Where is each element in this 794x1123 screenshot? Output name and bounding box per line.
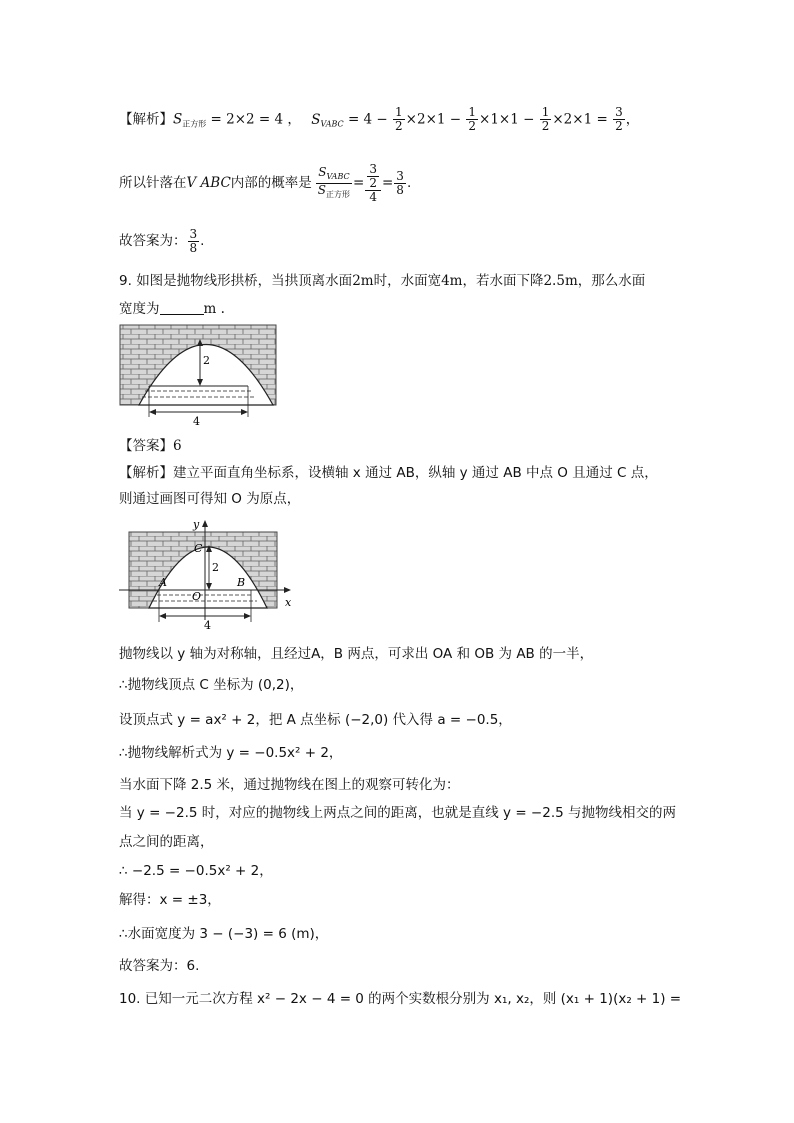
q9-line12: ∴水面宽度为 3 − (−3) = 6 (m)， [119, 926, 329, 942]
fraction: $\frac{1}{2}$ [468, 105, 477, 133]
answer-tag: 【答案】 [119, 438, 173, 454]
x-axis-label: x [285, 596, 292, 609]
fraction: $\frac{1}{2}$ [395, 105, 403, 133]
probability-fraction: $\frac{S_{VABC}}{S_{正方形}}$ [317, 164, 351, 199]
q8-area-line: 【解析】$S_{正方形} = 2\times 2 = 4$ ， $S_{VABC} = 4$ − $\frac{1}{2}$ ×2×1 − $\frac{1}{2}$ ×1×1 − $\frac{1}{2}$ ×2×1 = $\frac{3}{2}$ ， [119, 105, 640, 133]
q9-line7: 当水面下降 2.5 米，通过抛物线在图上的观察可转化为： [119, 777, 460, 793]
width-label: 4 [204, 619, 211, 632]
fraction: $\frac{3}{2}$ [615, 105, 623, 133]
q9-line11: 解得：x = ±3， [119, 892, 221, 908]
q10-stem: 10. 已知一元二次方程 x² − 2x − 4 = 0 的两个实数根分别为 x₁, x₂，则 (x₁ + 1)(x₂ + 1) = [119, 991, 682, 1007]
q9-line3: 抛物线以 y 轴为对称轴，且经过A，B 两点，可求出 OA 和 OB 为 AB 的一半， [119, 646, 594, 662]
height-label: 2 [203, 354, 210, 367]
question-number: 9. [119, 273, 132, 289]
answer-blank [160, 302, 204, 315]
q8-answer-line: 故答案为： $\frac{3}{8}$ . [119, 226, 205, 255]
point-c-label: C [194, 542, 203, 555]
q9-stem-line2: 宽度为 m . [119, 301, 225, 317]
q9-line9: 点之间的距离， [119, 834, 214, 850]
arch-bridge-figure [119, 324, 279, 426]
q9-line5: 设顶点式 y = ax² + 2，把 A 点坐标 (−2,0) 代入得 a = −0.5， [119, 712, 512, 728]
answer-value: 6 [173, 438, 182, 454]
origin-label: O [192, 590, 202, 603]
q9-line4: ∴抛物线顶点 C 坐标为 (0,2)， [119, 677, 304, 693]
q9-line10: ∴ −2.5 = −0.5x² + 2， [119, 863, 273, 879]
compound-fraction: 3 2 4 [365, 163, 381, 204]
q9-stem-line1: 9. 如图是抛物线形拱桥，当拱顶离水面2m时，水面宽4m，若水面下降2.5m，那么水面 [119, 273, 646, 289]
height-label: 2 [212, 561, 219, 574]
width-label: 4 [193, 415, 200, 426]
q9-line6: ∴抛物线解析式为 y = −0.5x² + 2， [119, 745, 343, 761]
fraction: $\frac{3}{8}$ [189, 226, 198, 255]
point-b-label: B [237, 576, 246, 589]
y-axis-label: y [193, 518, 200, 531]
coordinate-arch-figure [119, 516, 299, 634]
q8-probability-line: 所以针落在 V ABC 内部的概率是 $\frac{S_{VABC}}{S_{正方形}}$ = 3 2 4 = $\frac{3}{8}$ . [119, 161, 412, 204]
fraction: $\frac{1}{2}$ [541, 105, 550, 133]
q9-jiexi-line1: 【解析】建立平面直角坐标系，设横轴 x 通过 AB，纵轴 y 通过 AB 中点 O 且通过 C 点， [119, 465, 658, 481]
fraction: $\frac{3}{8}$ [396, 168, 404, 197]
point-a-label: A [159, 576, 167, 589]
jiexi-tag: 【解析】 [119, 111, 173, 128]
q9-line13: 故答案为：6. [119, 958, 200, 974]
q9-answer-line [119, 437, 182, 455]
q9-jiexi-line2: 则通过画图可得知 O 为原点， [119, 491, 301, 507]
q9-line8: 当 y = −2.5 时，对应的抛物线上两点之间的距离，也就是直线 y = −2.5 与抛物线相交的两 [119, 805, 676, 821]
